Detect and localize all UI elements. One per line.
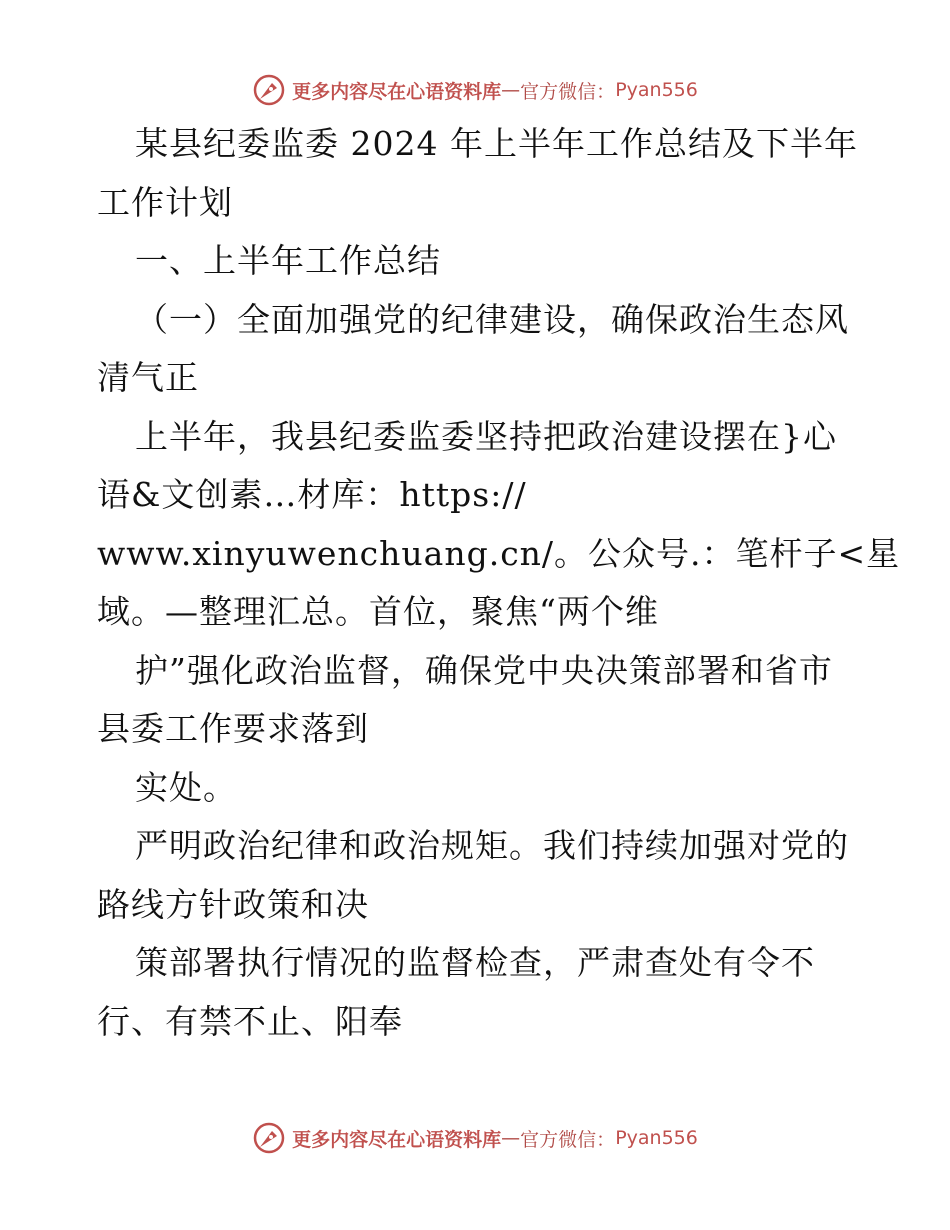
paragraph-line: 路线方针政策和决 xyxy=(97,884,369,924)
banner-lead-text: 更多内容尽在心语资料库 xyxy=(292,80,502,103)
paragraph-line: 护”强化政治监督，确保党中央决策部署和省市 xyxy=(135,650,833,690)
banner-wechat-id: Pyan556 xyxy=(615,79,698,101)
banner-wechat-label: 官方微信： xyxy=(520,1128,616,1151)
footer-banner xyxy=(0,1118,950,1158)
doc-title-line-2: 工作计划 xyxy=(97,182,233,222)
subsection-heading-line-2: 清气正 xyxy=(97,358,199,397)
banner-separator: — xyxy=(501,79,521,101)
pen-nib-logo-icon xyxy=(252,1121,286,1155)
paragraph-line: www.xinyuwenchuang.cn/。公众号.：笔杆子<星 xyxy=(97,533,901,573)
section-heading: 一、上半年工作总结 xyxy=(135,241,441,280)
paragraph-line: 策部署执行情况的监督检查，严肃查处有令不 xyxy=(135,943,815,982)
paragraph-line: 县委工作要求落到 xyxy=(97,709,369,748)
paragraph-line: 域。—整理汇总。首位，聚焦“两个维 xyxy=(97,592,659,631)
banner-wechat-id: Pyan556 xyxy=(615,1127,698,1149)
paragraph-line: 上半年，我县纪委监委坚持把政治建设摆在}心 xyxy=(135,416,837,456)
doc-title-line-1: 某县纪委监委 2024 年上半年工作总结及下半年 xyxy=(135,124,858,163)
paragraph-line: 行、有禁不止、阳奉 xyxy=(97,1001,403,1041)
subsection-heading-line-1: （一）全面加强党的纪律建设，确保政治生态风 xyxy=(135,299,849,339)
banner-wechat-label: 官方微信： xyxy=(520,80,616,103)
document-body xyxy=(97,115,901,1051)
paragraph-line: 严明政治纪律和政治规矩。我们持续加强对党的 xyxy=(135,826,849,865)
header-banner xyxy=(0,70,950,110)
pen-nib-logo-icon xyxy=(252,73,286,107)
banner-lead-text: 更多内容尽在心语资料库 xyxy=(292,1128,502,1151)
banner-separator: — xyxy=(501,1127,521,1149)
paragraph-line: 语&文创素…材库：https:// xyxy=(97,475,527,514)
paragraph-line: 实处。 xyxy=(135,767,237,807)
